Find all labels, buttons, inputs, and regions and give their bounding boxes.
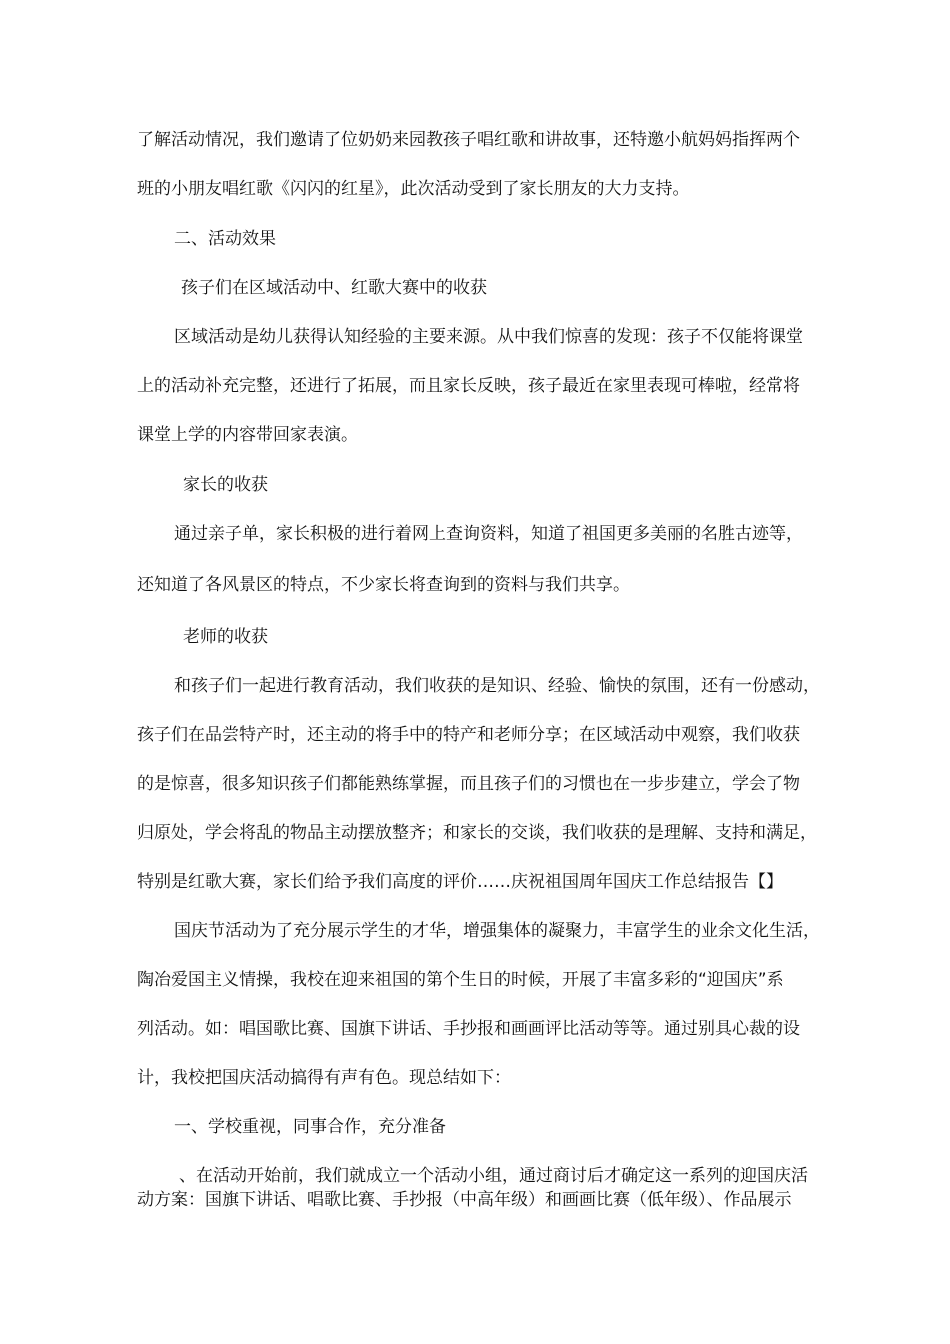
paragraph-line: 区域活动是幼儿获得认知经验的主要来源。从中我们惊喜的发现：孩子不仅能将课堂 [174,327,803,347]
paragraph-line: 列活动。如：唱国歌比赛、国旗下讲话、手抄报和画画评比活动等等。通过别具心裁的设 [137,1019,800,1039]
paragraph-line: 、在活动开始前，我们就成立一个活动小组，通过商讨后才确定这一系列的迎国庆活 [179,1166,808,1186]
section-heading: 一、学校重视，同事合作，充分准备 [174,1117,446,1137]
subsection-heading: 孩子们在区域活动中、红歌大赛中的收获 [181,278,487,298]
paragraph-line: 计，我校把国庆活动搞得有声有色。现总结如下： [137,1068,511,1088]
paragraph-line: 国庆节活动为了充分展示学生的才华，增强集体的凝聚力，丰富学生的业余文化生活， [174,921,820,941]
paragraph-line: 的是惊喜，很多知识孩子们都能熟练掌握，而且孩子们的习惯也在一步步建立，学会了物 [137,774,800,794]
paragraph-line: 孩子们在品尝特产时，还主动的将手中的特产和老师分享；在区域活动中观察，我们收获 [137,725,800,745]
subsection-heading: 家长的收获 [183,475,268,495]
paragraph-line: 通过亲子单，家长积极的进行着网上查询资料，知道了祖国更多美丽的名胜古迹等， [174,524,803,544]
paragraph-line: 和孩子们一起进行教育活动，我们收获的是知识、经验、愉快的氛围，还有一份感动， [174,676,820,696]
paragraph-line: 上的活动补充完整，还进行了拓展，而且家长反映，孩子最近在家里表现可棒啦，经常将 [137,376,800,396]
paragraph-line: 归原处，学会将乱的物品主动摆放整齐；和家长的交谈，我们收获的是理解、支持和满足， [137,823,817,843]
paragraph-line: 还知道了各风景区的特点，不少家长将查询到的资料与我们共享。 [137,575,630,595]
paragraph-line: 特别是红歌大赛，家长们给予我们高度的评价……庆祝祖国周年国庆工作总结报告【】 [137,872,783,892]
section-heading: 二、活动效果 [174,229,276,249]
paragraph-line: 班的小朋友唱红歌《闪闪的红星》，此次活动受到了家长朋友的大力支持。 [137,179,690,199]
paragraph-line: 课堂上学的内容带回家表演。 [137,425,358,445]
paragraph-line: 陶冶爱国主义情操，我校在迎来祖国的第个生日的时候，开展了丰富多彩的“迎国庆”系 [137,970,784,990]
paragraph-line: 了解活动情况，我们邀请了位奶奶来园教孩子唱红歌和讲故事，还特邀小航妈妈指挥两个 [137,130,800,150]
paragraph-line: 动方案：国旗下讲话、唱歌比赛、手抄报（中高年级）和画画比赛（低年级）、作品展示 [137,1190,792,1210]
subsection-heading: 老师的收获 [183,627,268,647]
